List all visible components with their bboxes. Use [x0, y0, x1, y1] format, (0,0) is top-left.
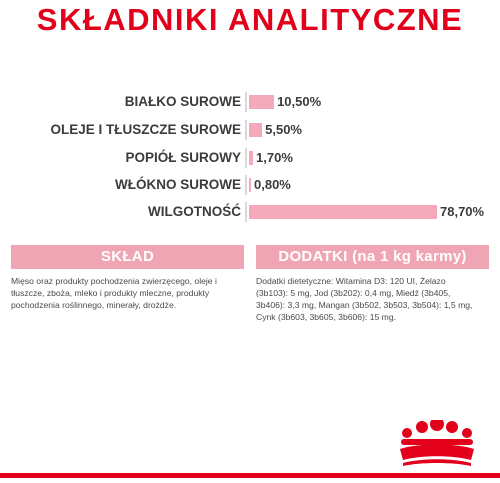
nutrient-row — [0, 148, 500, 168]
nutrient-label: POPIÓŁ SUROWY — [125, 150, 241, 165]
nutrient-row — [0, 175, 500, 195]
royal-crown-icon — [397, 420, 477, 468]
nutrient-bar — [249, 151, 253, 165]
nutrient-bar — [249, 205, 437, 219]
bar-axis — [245, 92, 247, 112]
nutrient-value: 5,50% — [265, 122, 302, 137]
nutrient-label: WŁÓKNO SUROWE — [115, 177, 241, 192]
dodatki-heading: DODATKI (na 1 kg karmy) — [256, 245, 489, 269]
nutrient-bar — [249, 123, 262, 137]
nutrient-row — [0, 120, 500, 140]
nutrient-row — [0, 202, 500, 222]
nutrient-value: 10,50% — [277, 94, 322, 109]
nutrient-bar — [249, 178, 251, 192]
nutrient-label: BIAŁKO SUROWE — [124, 94, 241, 109]
dodatki-text: Dodatki dietetyczne: Witamina D3: 120 UI, Żelazo (3b103): 5 mg, Jod (3b202): 0,4 mg, Miedź (3b405, 3b406): 3,3 mg, Mangan (3b502, 3b503, 3b504): 1,5 mg, Cynk (3b603, 3b605, 3b606): 15 mg. — [256, 276, 473, 322]
bar-axis — [245, 120, 247, 140]
nutrient-value: 1,70% — [256, 150, 293, 165]
nutrient-label: OLEJE I TŁUSZCZE SUROWE — [50, 122, 241, 137]
nutrient-bar — [249, 95, 274, 109]
page-title: SKŁADNIKI ANALITYCZNE — [36, 2, 464, 37]
nutrient-value: 0,80% — [254, 177, 291, 192]
nutrient-label: WILGOTNOŚĆ — [148, 204, 241, 219]
sklad-text: Mięso oraz produkty pochodzenia zwierzęcego, oleje i tłuszcze, zboża, mleko i produkty mleczne, produkty pochodzenia roślinnego, minerały, drożdże. — [11, 276, 217, 310]
brand-line — [0, 473, 500, 478]
nutrient-value: 78,70% — [440, 204, 485, 219]
bar-axis — [245, 175, 247, 195]
sklad-heading: SKŁAD — [11, 245, 244, 269]
bar-axis — [245, 202, 247, 222]
nutrient-row — [0, 92, 500, 112]
bar-axis — [245, 148, 247, 168]
